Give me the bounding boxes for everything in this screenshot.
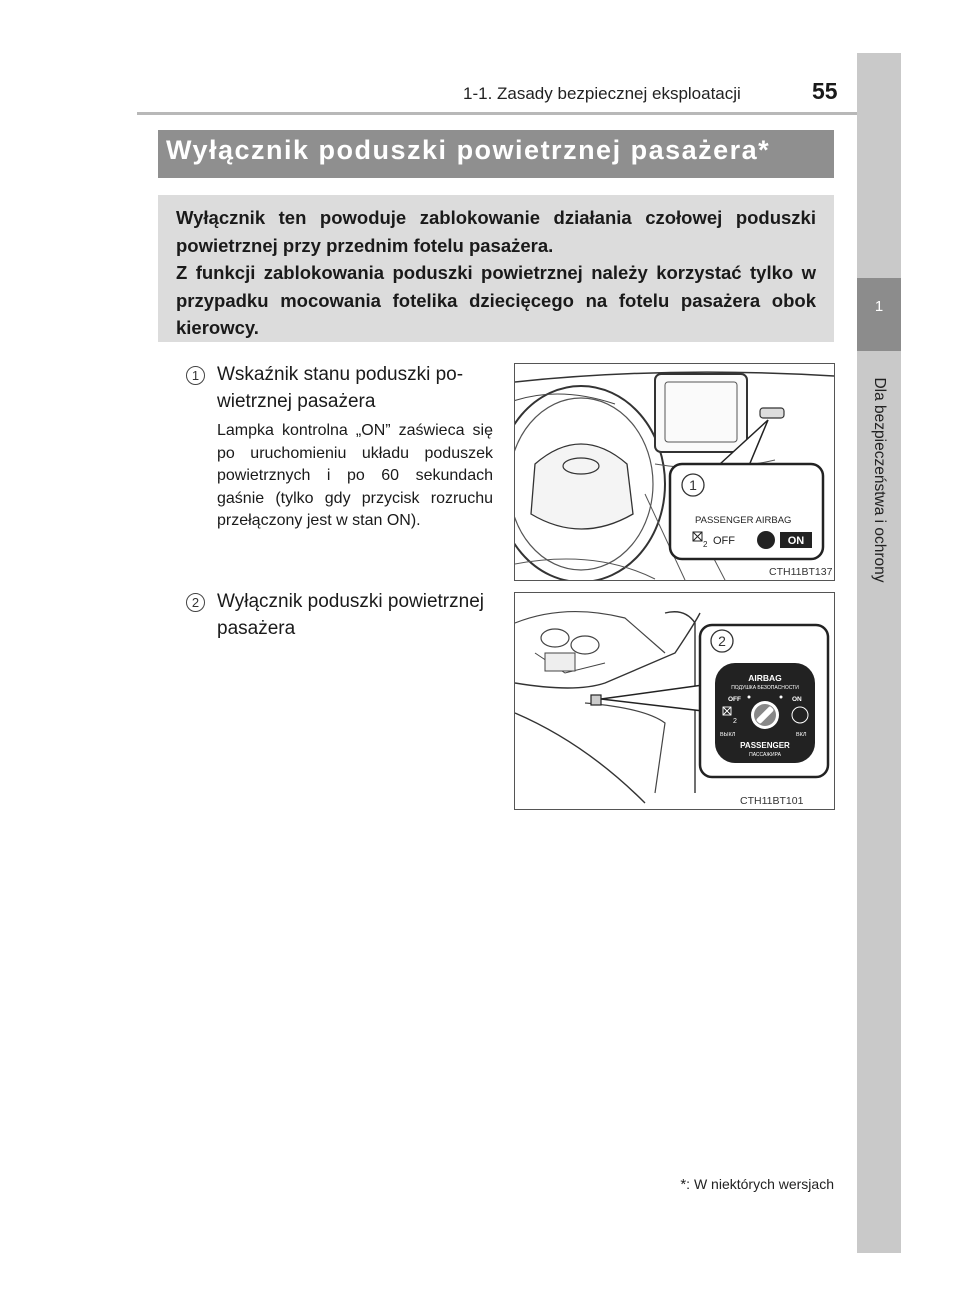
- figure-2-label-bottom: PASSENGER: [740, 741, 790, 750]
- item-2-number-badge: 2: [186, 593, 205, 612]
- figure-2-label-bottom-ru: ПАССАЖИРА: [749, 752, 781, 758]
- page-number: 55: [812, 78, 838, 104]
- figure-1-panel-label: PASSENGER AIRBAG: [695, 515, 792, 526]
- figure-2-label-top: AIRBAG: [748, 673, 782, 683]
- figure-1-code: CTH11BT137: [769, 566, 833, 578]
- footnote-mark: *: [680, 1176, 687, 1193]
- glovebox-illustration: [515, 593, 834, 809]
- figure-2-code: CTH11BT101: [740, 795, 804, 807]
- figure-2-off-label-ru: ВЫКЛ: [720, 732, 736, 738]
- svg-text:2: 2: [703, 540, 708, 549]
- airbag-on-icon: [757, 531, 775, 549]
- item-1-title: [217, 361, 493, 415]
- header-rule: [137, 112, 857, 115]
- item-2-title-line-2: pasażera: [217, 618, 296, 639]
- figure-1-off-label: OFF: [713, 535, 735, 547]
- figure-2-callout-number: 2: [718, 633, 726, 649]
- item-1-description: Lampka kontrolna „ON” zaświeca się po uruchomieniu układu poduszek powietrznych i po 60 sekundach gaśnie (tylko gdy przycisk rozruchu przełączony jest w stan ON).: [217, 422, 493, 529]
- svg-text:2: 2: [733, 718, 737, 725]
- item-1-title-line-2: wietrznej pasażera: [217, 391, 376, 412]
- figure-2-on-label-ru: ВКЛ: [796, 732, 807, 738]
- chapter-number-tab: 1: [857, 278, 901, 351]
- figure-1-on-label: ON: [787, 535, 805, 547]
- figure-2-off-label: OFF: [728, 696, 741, 703]
- figure-2-label-top-ru: ПОДУШКА БЕЗОПАСНОСТИ: [731, 685, 799, 691]
- section-title: Wyłącznik poduszki powietrznej pasażera*: [166, 135, 771, 165]
- figure-airbag-switch: [514, 592, 835, 810]
- footnote-text: : W niektórych wersjach: [686, 1176, 834, 1192]
- intro-paragraph-1: Wyłącznik ten powoduje zablokowanie działania czołowej poduszki powietrznej przy przednim fotelu pasażera.: [176, 207, 816, 256]
- dashboard-illustration: [515, 364, 834, 580]
- footnote: [680, 1176, 834, 1193]
- item-2-title-line-1: Wyłącznik poduszki powietrznej: [217, 591, 484, 612]
- figure-2-on-label: ON: [792, 696, 802, 703]
- header-section-title: 1-1. Zasady bezpiecznej eksploatacji: [463, 84, 741, 103]
- figure-dashboard-indicator: [514, 363, 835, 581]
- chapter-side-tab: [857, 53, 901, 1253]
- item-1-title-line-1: Wskaźnik stanu poduszki po-: [217, 364, 464, 385]
- item-2-title: [217, 588, 493, 642]
- intro-paragraph-2: Z funkcji zablokowania poduszki powietrznej należy korzystać tylko w przypadku mocowania fotelika dziecięcego na fotelu pasażera obok kierowcy.: [176, 262, 816, 338]
- figure-1-callout-number: 1: [689, 477, 697, 493]
- chapter-label: Dla bezpieczeństwa i ochrony: [871, 377, 888, 583]
- intro-text: [176, 204, 816, 342]
- item-1-number-badge: 1: [186, 366, 205, 385]
